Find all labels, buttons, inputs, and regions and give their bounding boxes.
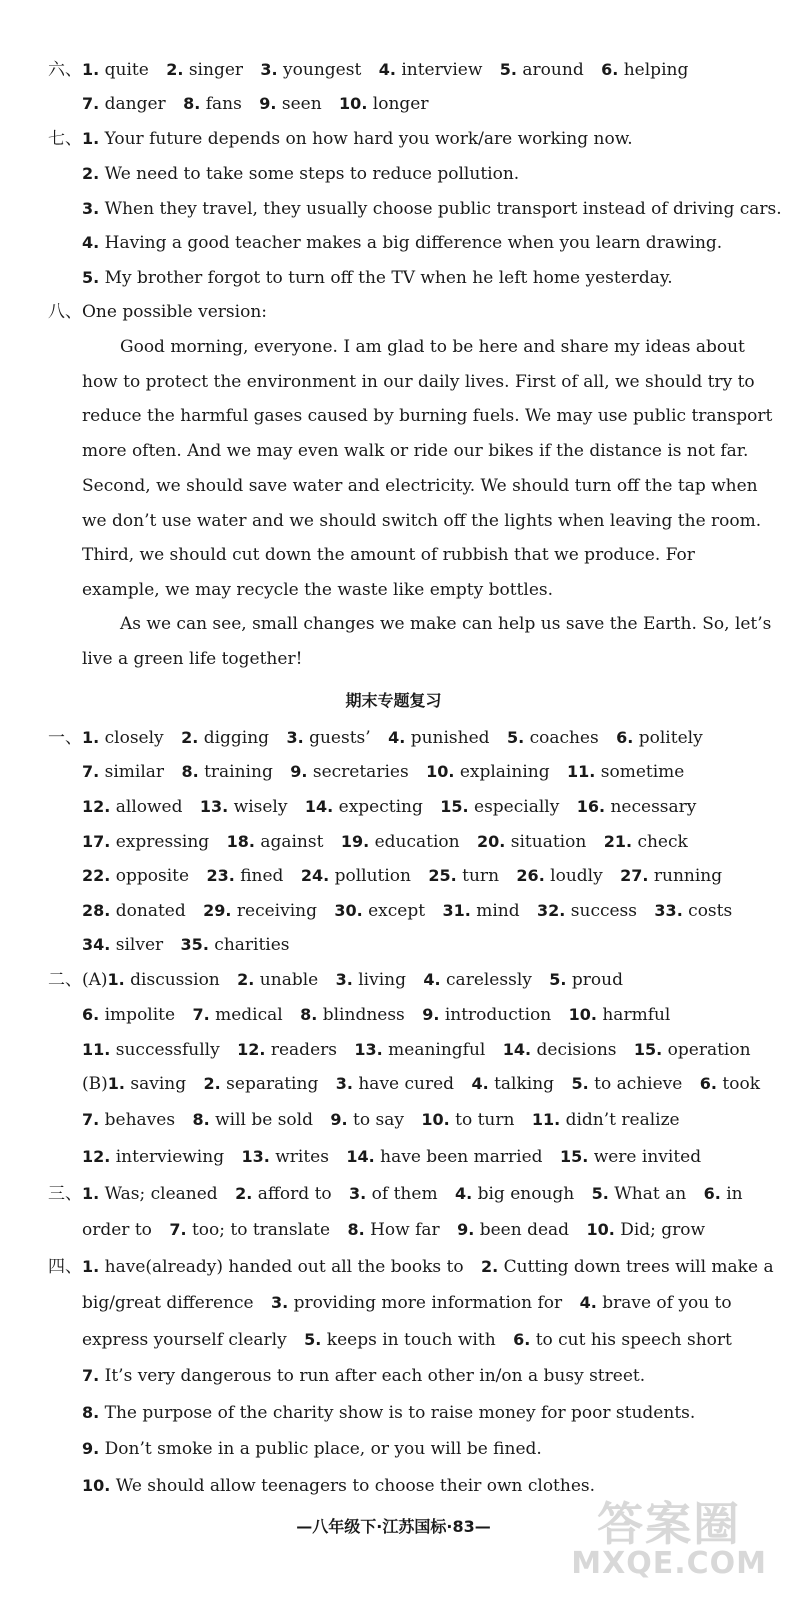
essay-line: more often. And we may even walk or ride our bikes if the distance is not far. bbox=[82, 441, 749, 461]
s4-row3: express yourself clearly 5. keeps in touch with 6. to cut his speech short bbox=[82, 1330, 732, 1350]
answer: against bbox=[260, 832, 324, 852]
s2-b-row3: 12. interviewing 13. writes 14. have been married 15. were invited bbox=[82, 1147, 702, 1167]
essay-line: As we can see, small changes we make can help us save the Earth. So, let’s bbox=[120, 614, 772, 634]
answer: afford to bbox=[257, 1184, 332, 1204]
essay-line: how to protect the environment in our daily lives. First of all, we should try to bbox=[82, 372, 755, 392]
answer: silver bbox=[115, 935, 164, 955]
sentence: Your future depends on how hard you work/are working now. bbox=[104, 129, 633, 149]
answer: digging bbox=[203, 728, 270, 748]
sentence: Having a good teacher makes a big difference when you learn drawing. bbox=[104, 233, 723, 253]
essay-line: we don’t use water and we should switch off the lights when leaving the room. bbox=[82, 511, 762, 531]
answer: guests’ bbox=[309, 728, 371, 748]
answer: order to bbox=[82, 1220, 152, 1240]
answer: except bbox=[368, 901, 426, 921]
sec7-label: 七、 bbox=[48, 129, 82, 149]
answer: providing more information for bbox=[293, 1293, 563, 1313]
answer: harmful bbox=[602, 1005, 671, 1025]
answer: operation bbox=[667, 1040, 751, 1060]
answer: saving bbox=[130, 1074, 187, 1094]
answer: proud bbox=[571, 970, 623, 990]
answer: were invited bbox=[593, 1147, 702, 1167]
answer: quite bbox=[104, 60, 149, 80]
answer: loudly bbox=[550, 866, 603, 886]
answer: education bbox=[374, 832, 460, 852]
answer: successfully bbox=[115, 1040, 220, 1060]
s2-b-row2: 7. behaves 8. will be sold 9. to say 10. to turn 11. didn’t realize bbox=[82, 1110, 680, 1130]
answer: receiving bbox=[236, 901, 317, 921]
answer: fans bbox=[205, 94, 242, 114]
answer: Cutting down trees will make a bbox=[503, 1257, 774, 1277]
essay-line: Third, we should cut down the amount of rubbish that we produce. For bbox=[82, 545, 695, 565]
sentence: Don’t smoke in a public place, or you will be fined. bbox=[104, 1439, 542, 1459]
answer: took bbox=[722, 1074, 760, 1094]
answer: donated bbox=[115, 901, 186, 921]
answer: fined bbox=[240, 866, 284, 886]
answer: situation bbox=[510, 832, 587, 852]
answer: decisions bbox=[536, 1040, 617, 1060]
answer: helping bbox=[623, 60, 689, 80]
answer: How far bbox=[370, 1220, 440, 1240]
s2-a-row2: 6. impolite 7. medical 8. blindness 9. introduction 10. harmful bbox=[82, 1005, 671, 1025]
answer: to say bbox=[353, 1110, 404, 1130]
answer: seen bbox=[281, 94, 322, 114]
answer: didn’t realize bbox=[565, 1110, 680, 1130]
s3-row2: order to 7. too; to translate 8. How far 9. been dead 10. Did; grow bbox=[82, 1220, 706, 1240]
answer: youngest bbox=[283, 60, 362, 80]
answer: wisely bbox=[233, 797, 288, 817]
answer: will be sold bbox=[215, 1110, 313, 1130]
essay-line: reduce the harmful gases caused by burning fuels. We may use public transport bbox=[82, 406, 773, 426]
s4-label: 四、 bbox=[48, 1257, 82, 1277]
answer: to achieve bbox=[594, 1074, 683, 1094]
answer: interviewing bbox=[115, 1147, 225, 1167]
answer: behaves bbox=[104, 1110, 176, 1130]
answer: impolite bbox=[104, 1005, 176, 1025]
answer: readers bbox=[270, 1040, 337, 1060]
answer: medical bbox=[215, 1005, 283, 1025]
answer: introduction bbox=[444, 1005, 552, 1025]
answer: success bbox=[570, 901, 638, 921]
answer: blindness bbox=[322, 1005, 405, 1025]
sec8-label: 八、 bbox=[48, 302, 82, 322]
answer: turn bbox=[462, 866, 500, 886]
answer: What an bbox=[614, 1184, 687, 1204]
answer: especially bbox=[474, 797, 560, 817]
answer: express yourself clearly bbox=[82, 1330, 287, 1350]
answer: around bbox=[522, 60, 584, 80]
answer: coaches bbox=[529, 728, 599, 748]
part-b-label: (B) bbox=[82, 1074, 108, 1094]
answer: politely bbox=[638, 728, 703, 748]
answer: interview bbox=[401, 60, 483, 80]
answer: discussion bbox=[130, 970, 220, 990]
essay-line: Good morning, everyone. I am glad to be here and share my ideas about bbox=[120, 337, 745, 357]
answer: pollution bbox=[334, 866, 411, 886]
sentence: We should allow teenagers to choose their own clothes. bbox=[115, 1476, 596, 1496]
essay-line: Second, we should save water and electricity. We should turn off the tap when bbox=[82, 476, 758, 496]
s2-a-row3: 11. successfully 12. readers 13. meaningful 14. decisions 15. operation bbox=[82, 1040, 751, 1060]
s1-row5: 22. opposite 23. fined 24. pollution 25. turn 26. loudly 27. running bbox=[82, 866, 723, 886]
answer: mind bbox=[476, 901, 520, 921]
answer: punished bbox=[410, 728, 490, 748]
sec8-intro-text: One possible version: bbox=[82, 302, 267, 322]
s4-row4: 7. It’s very dangerous to run after each other in/on a busy street. bbox=[82, 1366, 646, 1386]
s1-row4: 17. expressing 18. against 19. education 20. situation 21. check bbox=[82, 832, 688, 852]
s3-label: 三、 bbox=[48, 1184, 82, 1204]
answer: explaining bbox=[459, 762, 550, 782]
essay-line: example, we may recycle the waste like empty bottles. bbox=[82, 580, 554, 600]
answer: too; to translate bbox=[191, 1220, 331, 1240]
answer: to cut his speech short bbox=[535, 1330, 732, 1350]
answer: to turn bbox=[455, 1110, 515, 1130]
answer: have(already) handed out all the books to bbox=[104, 1257, 464, 1277]
s2-b-row1: (B)1. saving 2. separating 3. have cured 4. talking 5. to achieve 6. took bbox=[82, 1074, 760, 1094]
s1-row2: 7. similar 8. training 9. secretaries 10. explaining 11. sometime bbox=[82, 762, 685, 782]
s2-label: 二、 bbox=[48, 970, 82, 990]
answer: big enough bbox=[477, 1184, 575, 1204]
s1-row3: 12. allowed 13. wisely 14. expecting 15. especially 16. necessary bbox=[82, 797, 697, 817]
answer: been dead bbox=[479, 1220, 570, 1240]
sentence: The purpose of the charity show is to raise money for poor students. bbox=[104, 1403, 696, 1423]
s1-label: 一、 bbox=[48, 728, 82, 748]
section-title: 期末专题复习 bbox=[345, 691, 442, 710]
answer: allowed bbox=[115, 797, 183, 817]
answer: brave of you to bbox=[602, 1293, 732, 1313]
answer: in bbox=[726, 1184, 743, 1204]
s4-row7: 10. We should allow teenagers to choose their own clothes. bbox=[82, 1476, 596, 1496]
answer: similar bbox=[104, 762, 165, 782]
answer: danger bbox=[104, 94, 166, 114]
answer: keeps in touch with bbox=[326, 1330, 496, 1350]
answer: closely bbox=[104, 728, 164, 748]
answer: meaningful bbox=[388, 1040, 486, 1060]
answer: Did; grow bbox=[620, 1220, 706, 1240]
s4-row5: 8. The purpose of the charity show is to raise money for poor students. bbox=[82, 1403, 696, 1423]
watermark-logo bbox=[571, 1488, 767, 1581]
answer: opposite bbox=[115, 866, 190, 886]
answer: sometime bbox=[600, 762, 685, 782]
answer: charities bbox=[214, 935, 290, 955]
answer: expecting bbox=[338, 797, 423, 817]
answer: costs bbox=[688, 901, 733, 921]
s1-row7: 34. silver 35. charities bbox=[82, 935, 290, 955]
part-a-label: (A) bbox=[82, 970, 108, 990]
answer: running bbox=[653, 866, 723, 886]
answer: expressing bbox=[115, 832, 210, 852]
answer: training bbox=[204, 762, 273, 782]
sec6-label: 六、 bbox=[48, 60, 82, 80]
answer: of them bbox=[371, 1184, 438, 1204]
answer: writes bbox=[275, 1147, 329, 1167]
sentence: It’s very dangerous to run after each other in/on a busy street. bbox=[104, 1366, 646, 1386]
watermark-url: MXQE.COM bbox=[571, 1546, 767, 1581]
answer: necessary bbox=[610, 797, 697, 817]
s4-row6: 9. Don’t smoke in a public place, or you will be fined. bbox=[82, 1439, 542, 1459]
answer: talking bbox=[494, 1074, 555, 1094]
answer: unable bbox=[259, 970, 319, 990]
watermark-text: 答案圈 bbox=[597, 1497, 742, 1551]
answer: check bbox=[637, 832, 688, 852]
answer: carelessly bbox=[446, 970, 532, 990]
answer: have been married bbox=[380, 1147, 543, 1167]
answer: singer bbox=[188, 60, 244, 80]
page-footer: —八年级下·江苏国标·83— bbox=[296, 1517, 491, 1536]
answer: big/great difference bbox=[82, 1293, 254, 1313]
answer: secretaries bbox=[312, 762, 409, 782]
answer: longer bbox=[372, 94, 429, 114]
answer: Was; cleaned bbox=[104, 1184, 218, 1204]
answer: separating bbox=[226, 1074, 319, 1094]
sentence: We need to take some steps to reduce pollution. bbox=[104, 164, 520, 184]
s1-row6: 28. donated 29. receiving 30. except 31. mind 32. success 33. costs bbox=[82, 901, 733, 921]
sentence: When they travel, they usually choose public transport instead of driving cars. bbox=[104, 199, 782, 219]
essay-line: live a green life together! bbox=[82, 649, 303, 669]
s4-row2: big/great difference 3. providing more information for 4. brave of you to bbox=[82, 1293, 732, 1313]
answer: living bbox=[358, 970, 406, 990]
sentence: My brother forgot to turn off the TV when he left home yesterday. bbox=[104, 268, 673, 288]
answer: have cured bbox=[358, 1074, 455, 1094]
